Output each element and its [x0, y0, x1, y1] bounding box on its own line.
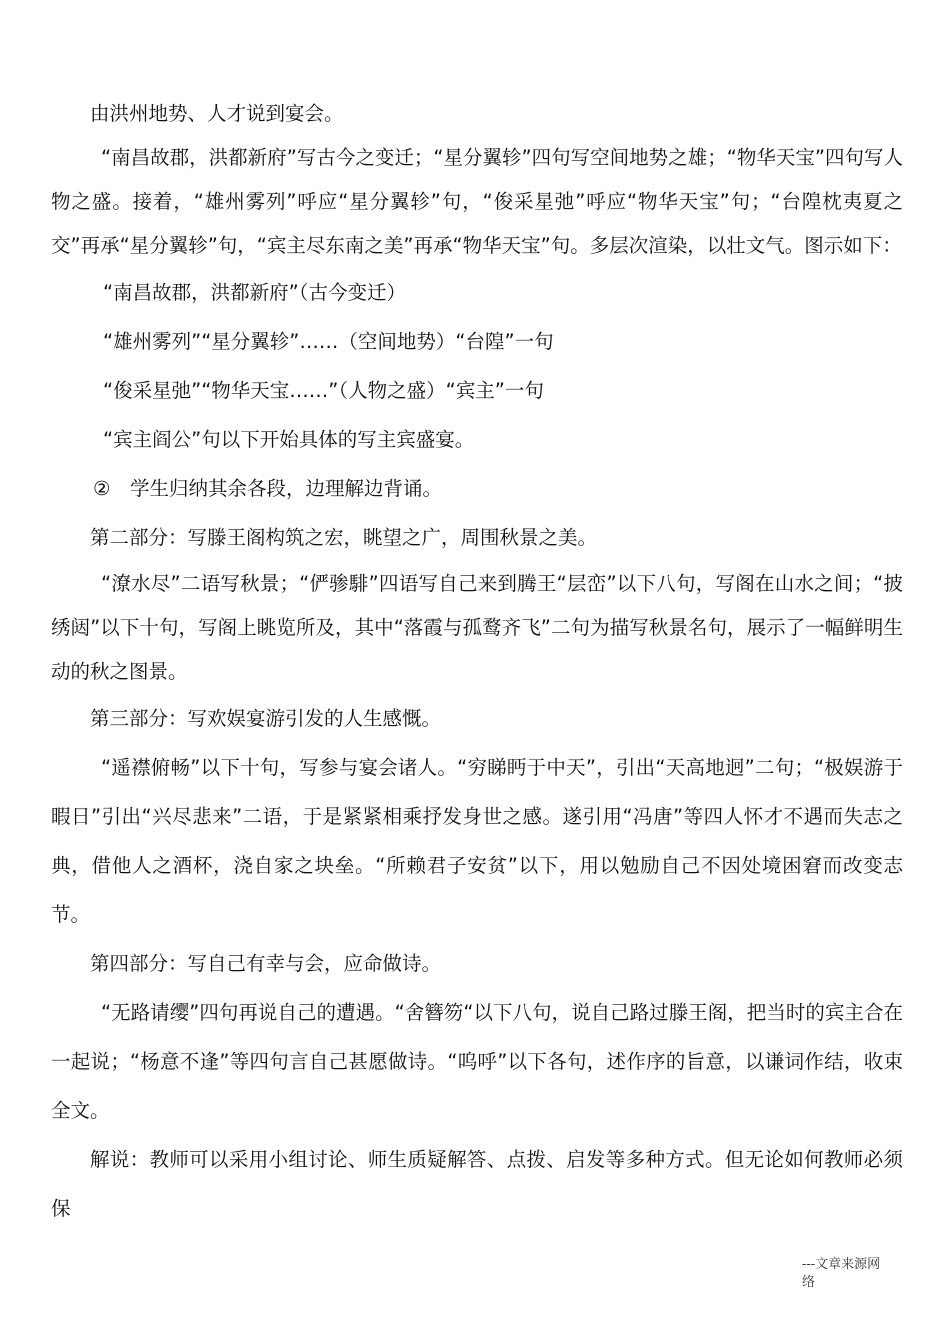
diagram-line-4: “宾主阎公”句以下开始具体的写主宾盛宴。 — [103, 428, 475, 451]
footer-line-2: 络 — [802, 1275, 816, 1290]
paragraph-part-3-body: “遥襟俯畅”以下十句，写参与宴会诸人。“穷睇眄于中天”，引出“天高地迥”二句；“极娱游于暇日”引出“兴尽悲来”二语，于是紧紧相乘抒发身世之感。遂引用“冯唐”等四人怀才不遇而失志之典，借他人之酒杯，浇自家之块垒。“所赖君子安贫”以下，用以勉励自己不因处境困窘而改变志节。 — [51, 756, 903, 926]
diagram-line-2: “雄州雾列”“星分翼轸”……（空间地势）“台隍”一句 — [103, 330, 554, 353]
paragraph-explanation: 解说：教师可以采用小组讨论、师生质疑解答、点拨、启发等多种方式。但无论如何教师必须保 — [51, 1148, 903, 1220]
paragraph-step-2: ② 学生归纳其余各段，边理解边背诵。 — [93, 477, 442, 500]
paragraph-part-4-heading: 第四部分：写自己有幸与会，应命做诗。 — [90, 952, 442, 975]
paragraph-analysis: “南昌故郡，洪都新府”写古今之变迁；“星分翼轸”四句写空间地势之雄；“物华天宝”四句写人物之盛。接着，“雄州雾列”呼应“星分翼轸”句，“俊采星弛”呼应“物华天宝”句；“台隍枕夷夏之交”再承“星分翼轸”句，“宾主尽东南之美”再承“物华天宝”句。多层次渲染，以壮文气。图示如下： — [51, 146, 903, 257]
document-body — [51, 92, 903, 1233]
paragraph-part-2-body: “潦水尽”二语写秋景；“俨骖騑”四语写自己来到腾王“层峦”以下八句，写阁在山水之间；“披绣闼”以下十句，写阁上眺览所及，其中“落霞与孤鹜齐飞”二句为描写秋景名句，展示了一幅鲜明生动的秋之图景。 — [51, 572, 903, 683]
paragraph-part-4-body: “无路请缨”四句再说自己的遭遇。“舍簪笏“以下八句，说自己路过滕王阁，把当时的宾主合在一起说；“杨意不逢”等四句言自己甚愿做诗。“呜呼”以下各句，述作序的旨意，以谦词作结，收束全文。 — [51, 1001, 903, 1122]
diagram-line-1: “南昌故郡，洪都新府”（古今变迁） — [103, 281, 406, 304]
paragraph-part-2-heading: 第二部分：写滕王阁构筑之宏，眺望之广，周围秋景之美。 — [90, 526, 598, 549]
paragraph-intro: 由洪州地势、人才说到宴会。 — [90, 102, 344, 125]
footer-line-1: ---文章来源网 — [802, 1257, 881, 1272]
paragraph-part-3-heading: 第三部分：写欢娱宴游引发的人生感慨。 — [90, 707, 442, 730]
source-footer — [802, 1256, 902, 1292]
diagram-line-3: “俊采星弛”“物华天宝……”（人物之盛）“宾主”一句 — [103, 379, 544, 402]
